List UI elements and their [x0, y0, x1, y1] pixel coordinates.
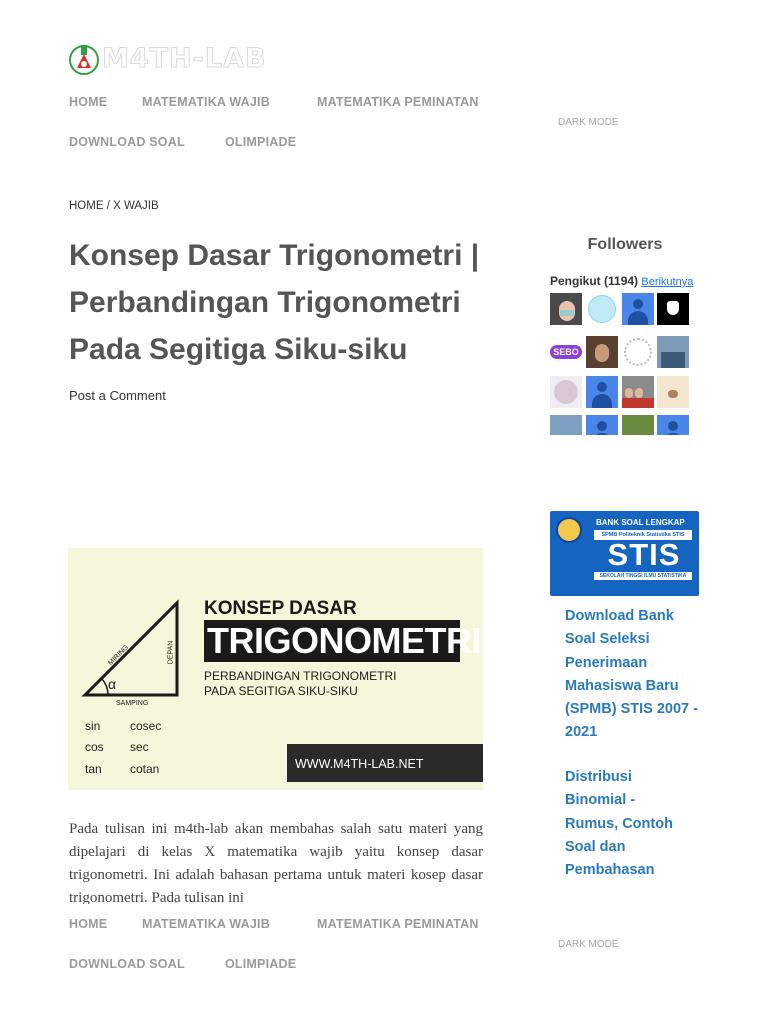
- followers-more-link[interactable]: Berikutnya: [641, 276, 694, 288]
- followers-count: Pengikut (1194) Berikutnya: [550, 274, 694, 288]
- avatar[interactable]: [657, 415, 689, 435]
- avatar[interactable]: [586, 336, 618, 368]
- post-comment-link[interactable]: Post a Comment: [69, 388, 166, 403]
- bottom-nav-matematika-wajib[interactable]: MATEMATIKA WAJIB: [142, 917, 270, 931]
- avatar[interactable]: [586, 293, 618, 325]
- avatar[interactable]: [657, 376, 689, 408]
- site-logo-text: M4TH-LAB: [102, 43, 267, 74]
- banner-line1: BANK SOAL LENGKAP: [596, 518, 685, 527]
- hero-subtitle: PERBANDINGAN TRIGONOMETRI PADA SEGITIGA SIKU-SIKU: [204, 669, 397, 698]
- hero-url: WWW.M4TH-LAB.NET: [295, 757, 424, 771]
- hero-fn-cotan: cotan: [130, 762, 160, 776]
- hero-fn-sec: sec: [130, 740, 149, 754]
- avatar[interactable]: [622, 336, 654, 368]
- stis-seal-icon: [556, 517, 582, 543]
- hero-fn-cosec: cosec: [130, 719, 162, 733]
- nav-olimpiade[interactable]: OLIMPIADE: [225, 135, 297, 149]
- bottom-dark-mode-toggle[interactable]: DARK MODE: [558, 939, 619, 950]
- nav-home[interactable]: HOME: [69, 95, 108, 109]
- avatar[interactable]: SEBO: [550, 336, 582, 368]
- breadcrumb[interactable]: HOME / X WAJIB: [69, 200, 159, 212]
- avatar[interactable]: [657, 336, 689, 368]
- sidebar-link-stis[interactable]: Download Bank Soal Seleksi Penerimaan Mahasiswa Baru (SPMB) STIS 2007 - 2021: [565, 608, 698, 741]
- post-hero-image: [68, 548, 483, 790]
- hero-label-miring: MIRING: [107, 644, 131, 667]
- hero-title: TRIGONOMETRI: [204, 620, 460, 662]
- banner-line3: SEKOLAH TINGGI ILMU STATISTIKA: [594, 572, 692, 580]
- hero-fn-tan: tan: [85, 762, 102, 776]
- nav-matematika-peminatan[interactable]: MATEMATIKA PEMINATAN: [317, 95, 479, 109]
- hero-label-depan: DEPAN: [167, 640, 175, 665]
- hero-fn-cos: cos: [85, 740, 104, 754]
- hero-label-alpha: α: [108, 676, 117, 692]
- lab-flask-icon: [68, 42, 100, 76]
- post-title: Konsep Dasar Trigonometri | Perbandingan Trigonometri Pada Segitiga Siku-siku: [69, 239, 480, 366]
- avatar[interactable]: [586, 415, 618, 435]
- bottom-nav-home[interactable]: HOME: [69, 917, 108, 931]
- sidebar-link-binomial[interactable]: Distribusi Binomial - Rumus, Contoh Soal dan Pembahasan: [565, 769, 673, 879]
- bottom-nav-olimpiade[interactable]: OLIMPIADE: [225, 957, 297, 971]
- site-logo[interactable]: [68, 42, 267, 76]
- avatar[interactable]: [622, 293, 654, 325]
- banner-line2: SPMB Politeknik Statistika STIS: [594, 530, 692, 540]
- hero-fn-sin: sin: [85, 719, 101, 733]
- banner-title: STIS: [607, 537, 681, 572]
- avatar[interactable]: [657, 293, 689, 325]
- followers-title: Followers: [587, 236, 663, 253]
- avatar[interactable]: [550, 376, 582, 408]
- bottom-nav-matematika-peminatan[interactable]: MATEMATIKA PEMINATAN: [317, 917, 479, 931]
- stis-bank-soal-banner[interactable]: [550, 511, 699, 596]
- nav-download-soal[interactable]: DOWNLOAD SOAL: [69, 135, 185, 149]
- avatar[interactable]: [622, 376, 654, 408]
- hero-label-samping: SAMPING: [116, 700, 149, 707]
- nav-matematika-wajib[interactable]: MATEMATIKA WAJIB: [142, 95, 270, 109]
- hero-heading: KONSEP DASAR: [204, 598, 357, 619]
- avatar[interactable]: [586, 376, 618, 408]
- avatar[interactable]: [550, 293, 582, 325]
- followers-grid: [550, 293, 692, 435]
- bottom-nav-download-soal[interactable]: DOWNLOAD SOAL: [69, 957, 185, 971]
- avatar[interactable]: [622, 415, 654, 435]
- avatar[interactable]: [550, 415, 582, 435]
- post-paragraph: Pada tulisan ini m4th-lab akan membahas salah satu materi yang dipelajari di kelas X matematika wajib yaitu konsep dasar trigonometri. Ini adalah bahasan pertama untuk materi kosep dasar trigonometri. Pada tulisan ini: [69, 821, 483, 904]
- dark-mode-toggle[interactable]: DARK MODE: [558, 117, 619, 128]
